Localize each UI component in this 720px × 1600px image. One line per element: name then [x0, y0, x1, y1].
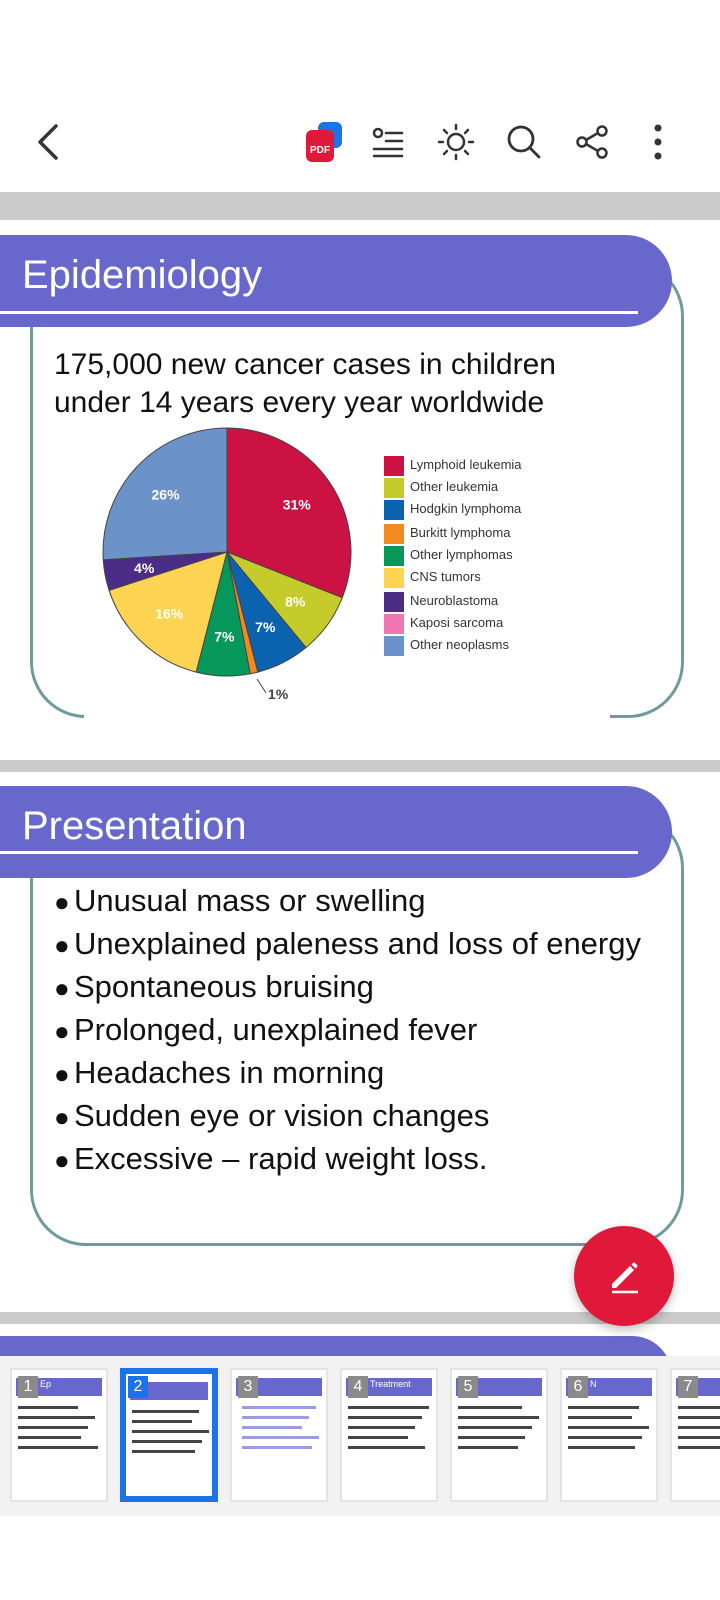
pencil-icon: [604, 1256, 644, 1296]
slide-title: Presentation: [22, 804, 247, 848]
legend-label: Hodgkin lymphoma: [410, 501, 522, 516]
thumbnail-text-line: [458, 1436, 525, 1439]
legend-swatch: [384, 546, 404, 566]
thumbnail-title: N: [590, 1379, 597, 1389]
pie-leader-line: [257, 679, 266, 693]
thumbnail-page-number: 5: [458, 1376, 478, 1398]
bullet-item: [54, 1009, 641, 1052]
legend-label: Lymphoid leukemia: [410, 457, 522, 472]
thumbnail-text-line: [568, 1446, 635, 1449]
more-vertical-icon: [648, 123, 668, 161]
bullet-dot-icon: ●: [54, 973, 70, 1003]
bullet-dot-icon: ●: [54, 930, 70, 960]
outline-button[interactable]: [364, 118, 412, 166]
legend-swatch: [384, 568, 404, 588]
legend-label: Other leukemia: [410, 479, 499, 494]
bullet-item: [54, 923, 641, 966]
bullet-text: Unusual mass or swelling: [74, 883, 426, 918]
thumbnail-text-line: [132, 1440, 202, 1443]
bullet-dot-icon: ●: [54, 1059, 70, 1089]
legend-swatch: [384, 500, 404, 520]
pie-data-label: 16%: [155, 605, 184, 622]
thumbnail-text-line: [348, 1446, 425, 1449]
slide-title: Epidemiology: [22, 253, 263, 297]
top-toolbar: [0, 0, 720, 192]
thumbnail-text-line: [242, 1436, 319, 1439]
pie-data-label: 26%: [151, 486, 180, 503]
thumbnail-text-line: [568, 1426, 649, 1429]
bullet-dot-icon: ●: [54, 1016, 70, 1046]
brightness-button[interactable]: [432, 118, 480, 166]
legend-swatch: [384, 636, 404, 656]
thumbnail-text-line: [132, 1410, 199, 1413]
search-button[interactable]: [500, 118, 548, 166]
pie-data-label: 4%: [134, 559, 155, 576]
pie-data-label: 31%: [282, 496, 311, 513]
lead-line-1: 175,000 new cancer cases in children: [54, 348, 556, 381]
thumbnail-text-line: [458, 1416, 539, 1419]
bullet-text: Prolonged, unexplained fever: [74, 1012, 478, 1047]
slide-title-bar: [0, 786, 672, 878]
lead-line-2: under 14 years every year worldwide: [54, 386, 545, 419]
list-outline-icon: [370, 124, 406, 160]
page-gap: [0, 760, 720, 772]
page-gap: [0, 192, 720, 220]
thumbnail-text-line: [18, 1406, 78, 1409]
page-thumbnail-7[interactable]: [670, 1368, 720, 1502]
thumbnail-text-line: [568, 1416, 632, 1419]
pie-data-label: 7%: [255, 619, 276, 636]
thumbnail-text-line: [18, 1416, 95, 1419]
thumbnail-page-number: 1: [18, 1376, 38, 1398]
bullet-text: Headaches in morning: [74, 1055, 385, 1090]
thumbnail-text-line: [348, 1416, 422, 1419]
pdf-convert-icon: [302, 120, 346, 164]
thumbnail-text-line: [568, 1406, 639, 1409]
thumbnail-text-line: [242, 1446, 312, 1449]
bullet-item: [54, 1095, 641, 1138]
legend-swatch: [384, 614, 404, 634]
legend-label: CNS tumors: [410, 569, 481, 584]
legend-label: Other lymphomas: [410, 547, 513, 562]
bullet-text: Unexplained paleness and loss of energy: [74, 926, 641, 961]
page-thumbnail-3[interactable]: [230, 1368, 328, 1502]
page-thumbnail-6[interactable]: [560, 1368, 658, 1502]
thumbnail-text-line: [678, 1436, 720, 1439]
thumbnail-page-number: 3: [238, 1376, 258, 1398]
thumbnail-text-line: [242, 1416, 309, 1419]
bullet-text: Spontaneous bruising: [74, 969, 374, 1004]
page-thumbnail-5[interactable]: [450, 1368, 548, 1502]
thumbnail-text-line: [348, 1436, 408, 1439]
bullet-text: Excessive – rapid weight loss.: [74, 1141, 488, 1176]
chevron-left-icon: [30, 122, 70, 162]
bullet-item: [54, 1052, 641, 1095]
bullet-item: [54, 880, 641, 923]
thumbnail-text-line: [132, 1420, 192, 1423]
title-underline: [0, 311, 638, 314]
back-button[interactable]: [26, 118, 74, 166]
search-icon: [505, 123, 543, 161]
thumbnail-page-number: 4: [348, 1376, 368, 1398]
bullet-text: Sudden eye or vision changes: [74, 1098, 490, 1133]
pie-data-label: 1%: [267, 686, 289, 703]
legend-swatch: [384, 524, 404, 544]
thumbnail-text-line: [348, 1406, 429, 1409]
brightness-icon: [437, 123, 475, 161]
thumbnail-text-line: [678, 1416, 720, 1419]
page-thumbnail-strip[interactable]: [0, 1356, 720, 1516]
legend-label: Neuroblastoma: [410, 593, 499, 608]
thumbnail-page-number: 2: [128, 1376, 148, 1398]
bullet-list: [54, 880, 641, 1181]
thumbnail-text-line: [18, 1426, 88, 1429]
bullet-item: [54, 1138, 641, 1181]
pdf-convert-button[interactable]: [300, 118, 348, 166]
bullet-item: [54, 966, 641, 1009]
legend-label: Other neoplasms: [410, 637, 509, 652]
thumbnail-text-line: [678, 1446, 720, 1449]
edit-fab-button[interactable]: [574, 1226, 674, 1326]
legend-label: Kaposi sarcoma: [410, 615, 504, 630]
share-icon: [573, 123, 611, 161]
bullet-dot-icon: ●: [54, 1102, 70, 1132]
page-thumbnail-4[interactable]: [340, 1368, 438, 1502]
legend-swatch: [384, 456, 404, 476]
legend-swatch: [384, 478, 404, 498]
thumbnail-text-line: [132, 1450, 195, 1453]
lead-text: [54, 346, 556, 422]
thumbnail-page-number: 6: [568, 1376, 588, 1398]
share-button[interactable]: [568, 118, 616, 166]
thumbnail-text-line: [678, 1406, 720, 1409]
pie-data-label: 7%: [214, 628, 235, 645]
thumbnail-text-line: [348, 1426, 415, 1429]
pdf-badge-text: PDF: [310, 145, 330, 156]
thumbnail-text-line: [678, 1426, 720, 1429]
pie-chart: [90, 425, 370, 715]
thumbnail-text-line: [568, 1436, 642, 1439]
thumbnail-text-line: [458, 1406, 522, 1409]
more-options-button[interactable]: [634, 118, 682, 166]
thumbnail-text-line: [132, 1430, 209, 1433]
title-underline: [0, 851, 638, 854]
thumbnail-text-line: [458, 1426, 532, 1429]
legend-label: Burkitt lymphoma: [410, 525, 511, 540]
bullet-dot-icon: ●: [54, 1145, 70, 1175]
thumbnail-title: Treatment: [370, 1379, 411, 1389]
thumbnail-page-number: 7: [678, 1376, 698, 1398]
legend-swatch: [384, 592, 404, 612]
thumbnail-text-line: [458, 1446, 518, 1449]
thumbnail-text-line: [242, 1406, 316, 1409]
thumbnail-title: Ep: [40, 1379, 52, 1389]
page-thumbnail-1[interactable]: [10, 1368, 108, 1502]
thumbnail-text-line: [18, 1446, 98, 1449]
pie-data-label: 8%: [285, 593, 306, 610]
bullet-dot-icon: ●: [54, 887, 70, 917]
page-thumbnail-2[interactable]: [120, 1368, 218, 1502]
thumbnail-text-line: [18, 1436, 81, 1439]
thumbnail-text-line: [242, 1426, 302, 1429]
